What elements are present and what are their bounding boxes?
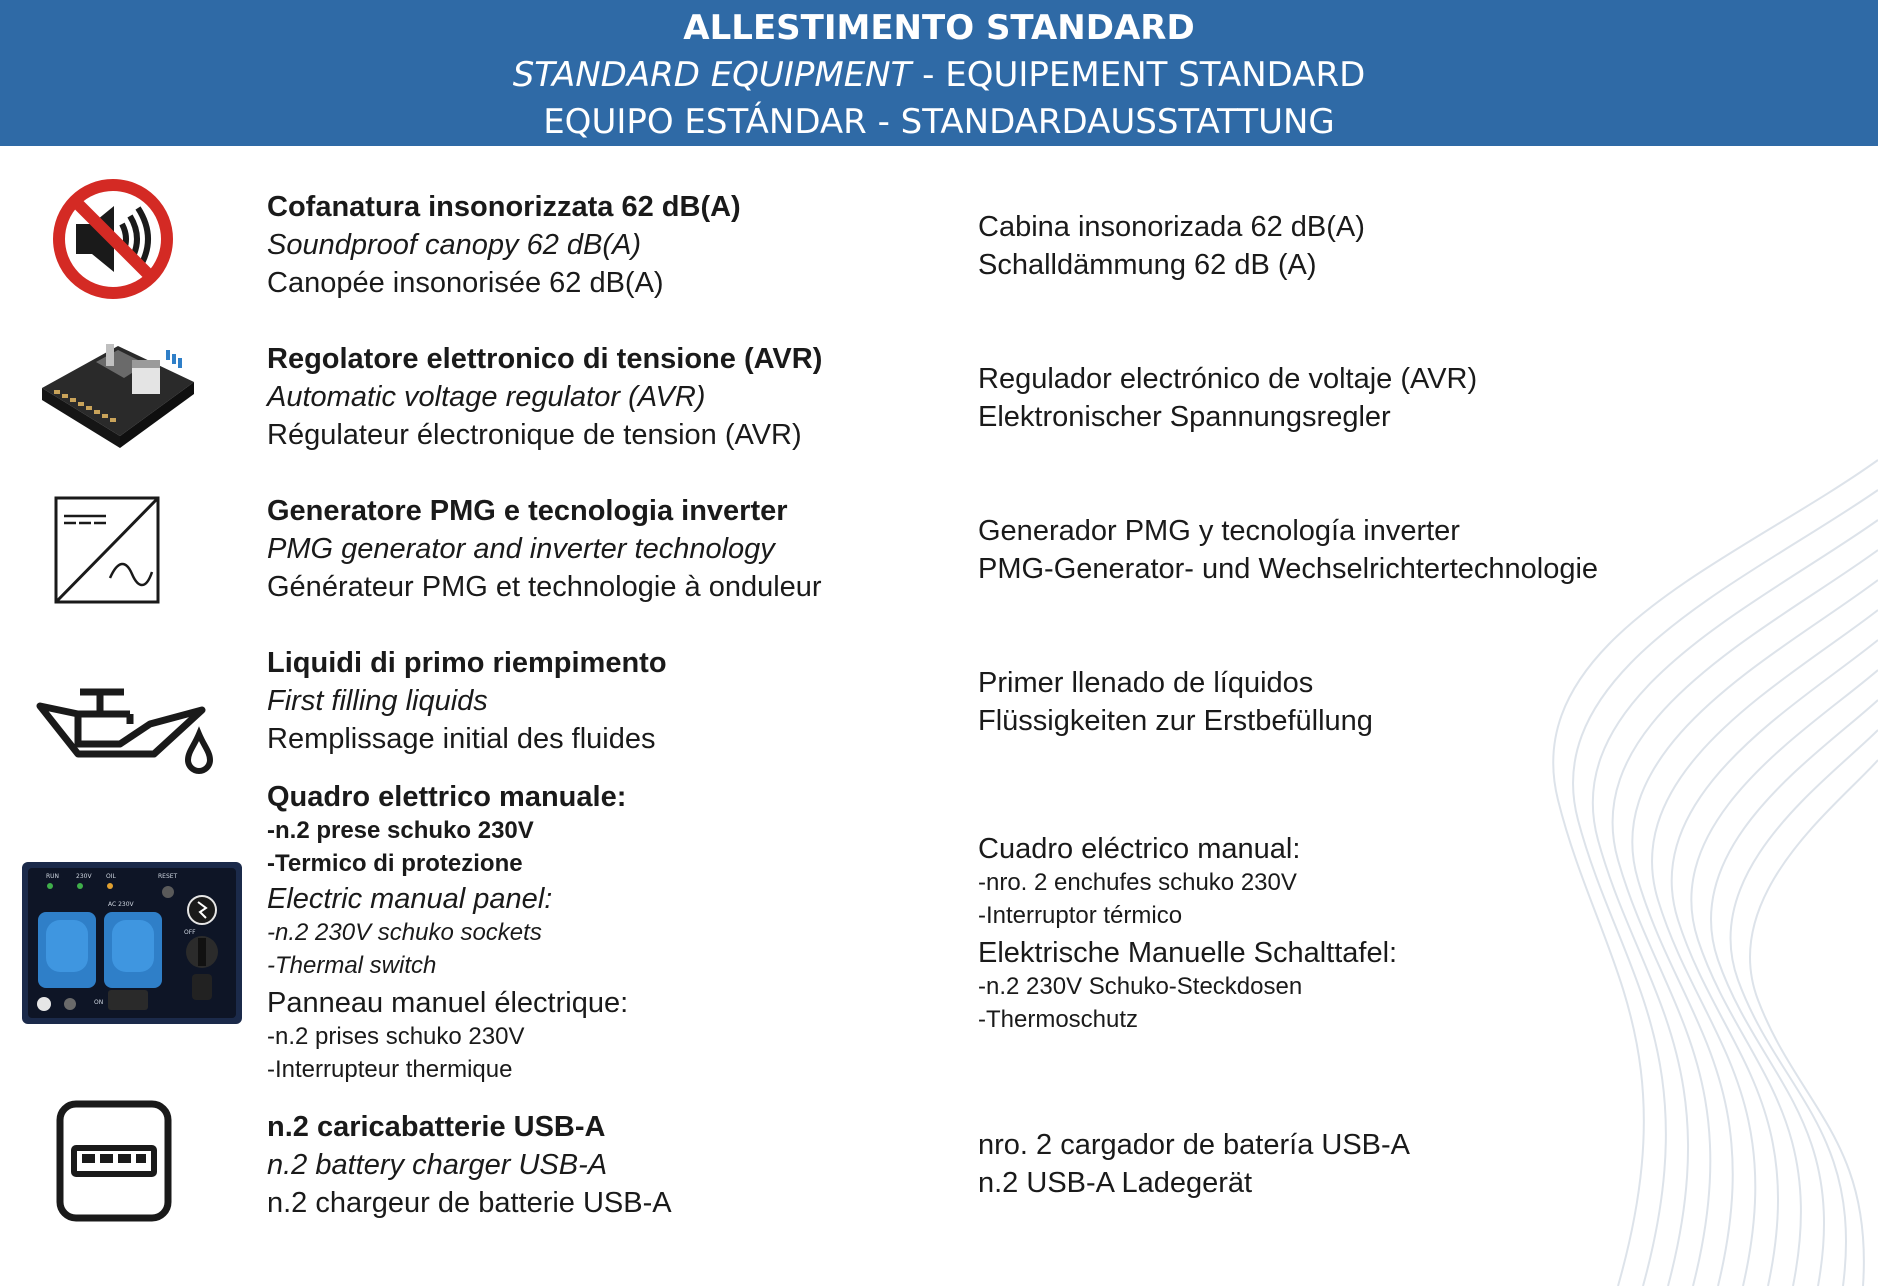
item4-en: First filling liquids: [267, 685, 488, 717]
item2-fr: Régulateur électronique de tension (AVR): [267, 419, 802, 451]
item5-it-sub2: -Termico di protezione: [267, 850, 523, 877]
item3-it: Generatore PMG e tecnologia inverter: [267, 495, 788, 527]
item2-it: Regolatore elettronico di tensione (AVR): [267, 343, 823, 375]
item5-es-sub2: -Interruptor térmico: [978, 902, 1183, 929]
noise-off-icon: [50, 176, 176, 302]
item5-fr-sub2: -Interrupteur thermique: [267, 1056, 513, 1083]
item4-it: Liquidi di primo riempimento: [267, 647, 667, 679]
item6-it: n.2 caricabatterie USB-A: [267, 1111, 606, 1143]
inverter-icon: [54, 496, 160, 604]
control-panel-icon: [22, 862, 242, 1024]
panel-label-reset: RESET: [158, 873, 178, 880]
panel-label-oil: OIL: [106, 873, 116, 880]
usb-port-icon: [56, 1100, 172, 1222]
item5-en-sub1: -n.2 230V schuko sockets: [267, 919, 542, 946]
item1-en: Soundproof canopy 62 dB(A): [267, 229, 642, 261]
panel-label-230v: 230V: [76, 873, 92, 880]
title-en: STANDARD EQUIPMENT: [512, 55, 912, 95]
title-it: ALLESTIMENTO STANDARD: [683, 8, 1195, 48]
item6-fr: n.2 chargeur de batterie USB-A: [267, 1187, 672, 1219]
item4-fr: Remplissage initial des fluides: [267, 723, 656, 755]
item2-es: Regulador electrónico de voltaje (AVR): [978, 363, 1478, 395]
title-fr: - EQUIPEMENT STANDARD: [911, 55, 1366, 95]
item1-fr: Canopée insonorisée 62 dB(A): [267, 267, 664, 299]
item5-es: Cuadro eléctrico manual:: [978, 833, 1301, 865]
panel-label-off: OFF: [184, 929, 196, 936]
title-es-de: EQUIPO ESTÁNDAR - STANDARDAUSSTATTUNG: [543, 102, 1335, 142]
item5-es-sub1: -nro. 2 enchufes schuko 230V: [978, 869, 1297, 896]
item5-de-sub1: -n.2 230V Schuko-Steckdosen: [978, 973, 1303, 1000]
item5-en-sub2: -Thermal switch: [267, 952, 437, 979]
item5-en: Electric manual panel:: [267, 883, 553, 915]
item3-en: PMG generator and inverter technology: [267, 533, 775, 565]
avr-board-icon: [34, 326, 200, 458]
item2-en: Automatic voltage regulator (AVR): [267, 381, 706, 413]
oil-can-icon: [34, 684, 214, 780]
item1-de: Schalldämmung 62 dB (A): [978, 249, 1317, 281]
item4-de: Flüssigkeiten zur Erstbefüllung: [978, 705, 1373, 737]
item3-de: PMG-Generator- und Wechselrichtertechnologie: [978, 553, 1599, 585]
item5-fr-sub1: -n.2 prises schuko 230V: [267, 1023, 525, 1050]
item5-fr: Panneau manuel électrique:: [267, 987, 629, 1019]
panel-label-ac: AC 230V: [108, 901, 134, 908]
item5-it: Quadro elettrico manuale:: [267, 781, 627, 813]
item3-fr: Générateur PMG et technologie à onduleur: [267, 571, 822, 603]
header-banner: [0, 0, 1878, 146]
title-en-fr: [0, 53, 1878, 97]
item6-de: n.2 USB-A Ladegerät: [978, 1167, 1253, 1199]
item1-it: Cofanatura insonorizzata 62 dB(A): [267, 191, 741, 223]
panel-label-on: ON: [94, 999, 104, 1006]
item5-de: Elektrische Manuelle Schalttafel:: [978, 937, 1398, 969]
item5-de-sub2: -Thermoschutz: [978, 1006, 1139, 1033]
item3-es: Generador PMG y tecnología inverter: [978, 515, 1460, 547]
item6-en: n.2 battery charger USB-A: [267, 1149, 608, 1181]
item4-es: Primer llenado de líquidos: [978, 667, 1314, 699]
item2-de: Elektronischer Spannungsregler: [978, 401, 1391, 433]
item6-es: nro. 2 cargador de batería USB-A: [978, 1129, 1411, 1161]
item5-it-sub1: -n.2 prese schuko 230V: [267, 817, 534, 844]
panel-label-run: RUN: [46, 873, 60, 880]
item1-es: Cabina insonorizada 62 dB(A): [978, 211, 1365, 243]
